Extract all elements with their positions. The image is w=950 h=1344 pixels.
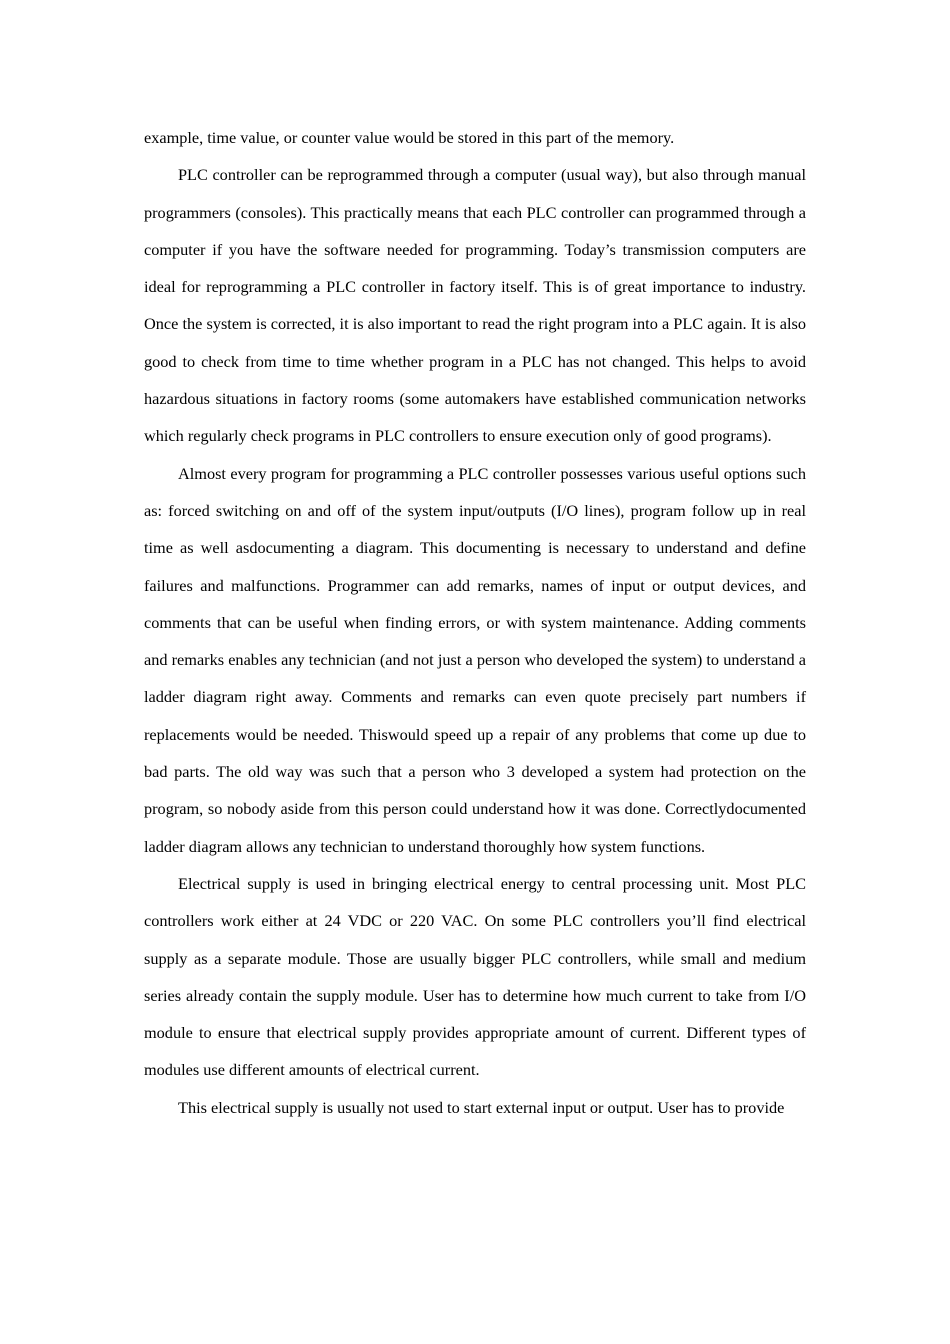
paragraph-reprogramming: PLC controller can be reprogrammed through a computer (usual way), but also through manual programmers (consoles). This practically means that each PLC controller can programmed through a computer if you have the software needed for programming. Today’s transmission computers are ideal for reprogramming a PLC controller in factory itself. This is of great importance to industry. Once the system is corrected, it is also important to read the right program into a PLC again. It is also good to check from time to time whether program in a PLC has not changed. This helps to avoid hazardous situations in factory rooms (some automakers have established communication networks which regularly check programs in PLC controllers to ensure execution only of good programs).: [144, 165, 806, 446]
body-text: [144, 119, 806, 1126]
paragraph-programming-options: Almost every program for programming a PLC controller possesses various useful options such as: forced switching on and off of the system input/outputs (I/O lines), program follow up in real time as well asdocumenting a diagram. This documenting is necessary to understand and define failures and malfunctions. Programmer can add remarks, names of input or output devices, and comments that can be useful when finding errors, or with system maintenance. Adding comments and remarks enables any technician (and not just a person who developed the system) to understand a ladder diagram right away. Comments and remarks can even quote precisely part numbers if replacements would be needed. Thiswould speed up a repair of any problems that come up due to bad parts. The old way was such that a person who 3 developed a system had protection on the program, so nobody aside from this person could understand how it was done. Correctlydocumented ladder diagram allows any technician to understand thoroughly how system functions.: [144, 463, 806, 856]
paragraph-memory-continuation: example, time value, or counter value would be stored in this part of the memory.: [144, 128, 675, 147]
paragraph-supply-usage: This electrical supply is usually not used to start external input or output. User has to provide: [178, 1097, 785, 1117]
paragraph-electrical-supply: Electrical supply is used in bringing electrical energy to central processing unit. Most PLC controllers work either at 24 VDC or 220 VAC. On some PLC controllers you’ll find electrical supply as a separate module. Those are usually bigger PLC controllers, while small and medium series already contain the supply module. User has to determine how much current to take from I/O module to ensure that electrical supply provides appropriate amount of current. Different types of modules use different amounts of electrical current.: [144, 873, 806, 1080]
